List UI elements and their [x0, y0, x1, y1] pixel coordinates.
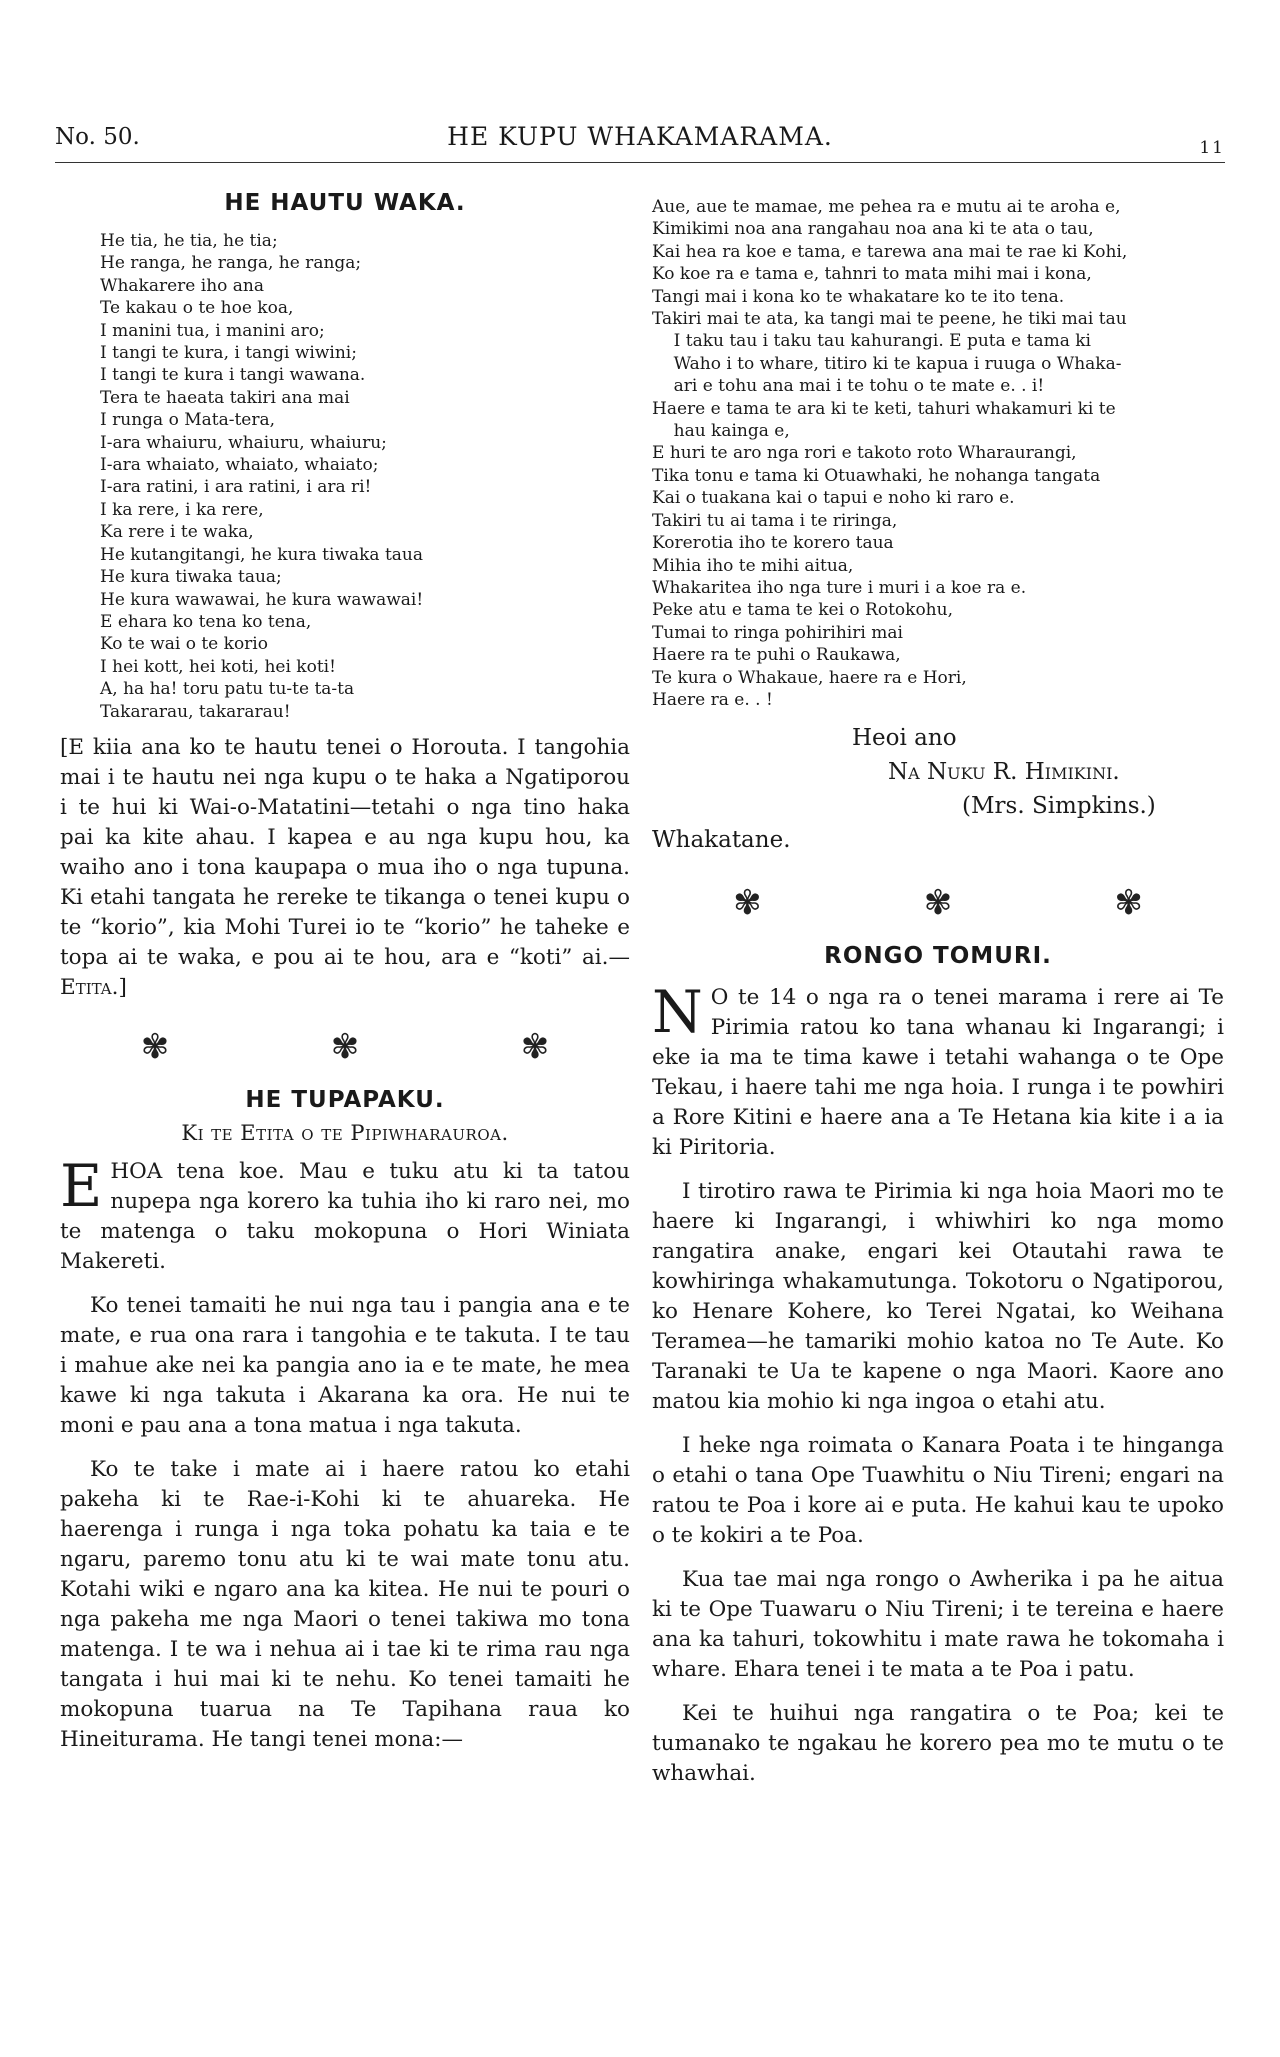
- lament-line: ari e tohu ana mai i te tohu o te mate e. . i!: [652, 376, 1045, 397]
- poem-line: Whakarere iho ana: [100, 275, 265, 296]
- ornament-icon: ✾: [140, 1026, 170, 1067]
- lament-line: Mihia iho te mihi aitua,: [652, 555, 854, 576]
- issue-number: No. 50.: [55, 124, 140, 150]
- poem-line: I runga o Mata-tera,: [100, 410, 276, 431]
- poem-line: Te kakau o te hoe koa,: [100, 298, 294, 319]
- article-title-tupapaku: HE TUPAPAKU.: [245, 1086, 445, 1113]
- editor-note: [60, 733, 630, 1003]
- paragraph: Kua tae mai nga rongo o Awherika i pa he aitua ki te Ope Tuawaru o Niu Tireni; i te tereina e haere ana ka tahuri, tokowhitu i mate rawa he tokomaha i whare. Ehara tenei i te mata a te Poa i patu.: [652, 1567, 1224, 1683]
- paragraph: I tirotiro rawa te Pirimia ki nga hoia Maori mo te haere ki Ingarangi, i whiwhiri ko nga momo rangatira anake, engari kei Otautahi rawa te kowhiringa whakamutunga. Tokotoru o Ngatiporou, ko Henare Kohere, ko Terei Ngatai, ko Weihana Teramea—he tamariki mohio katoa no Te Aute. Ko Taranaki te Ua te kapene o nga Maori. Kaore ano matou kia mohio ki nga ingoa o etahi atu.: [652, 1179, 1224, 1415]
- lament-line: Kai hea ra koe e tama, e tarewa ana mai te rae ki Kohi,: [652, 241, 1128, 262]
- place: Whakatane.: [652, 827, 791, 854]
- poem-line: A, ha ha! toru patu tu-te ta-ta: [100, 679, 355, 700]
- lament-line: Haere ra e. . !: [652, 689, 773, 710]
- lament-line: Waho i to whare, titiro ki te kapua i ruuga o Whaka-: [652, 353, 1122, 374]
- ornament-icon: ✾: [733, 883, 762, 924]
- poem-line: E ehara ko tena ko tena,: [100, 611, 312, 632]
- lament-line: Whakaritea iho nga ture i muri i a koe ra e.: [652, 577, 1027, 598]
- article-title-hautu-waka: HE HAUTU WAKA.: [224, 190, 466, 216]
- poem-line: He kura wawawai, he kura wawawai!: [100, 589, 424, 610]
- chant-poem: [100, 230, 630, 723]
- poem-line: He kura tiwaka taua;: [100, 567, 282, 588]
- poem-line: He kutangitangi, he kura tiwaka taua: [100, 544, 423, 565]
- lament-line: Korerotia iho te korero taua: [652, 533, 894, 554]
- editor-note-text: [E kiia ana ko te hautu tenei o Horouta. I tangohia mai i te hautu nei nga kupu o te haka a Ngatiporou i te hui ki Wai-o-Matatini—tetahi o nga tino haka pai ka kite ahau. I kapea e au nga kupu hou, ka waiho ano i tona kaupapa o mua iho o nga tupuna. Ki etahi tangata he rereke te tikanga o tenei kupu o te “korio”, kia Mohi Turei io te “korio” he taheke e topa ai te waka, e pou ai te hou, ara e “koti” ai.—: [60, 734, 630, 970]
- poem-line: I-ara whaiuru, whaiuru, whaiuru;: [100, 432, 387, 453]
- poem-line: I-ara whaiato, whaiato, whaiato;: [100, 455, 379, 476]
- lament-line: Kai o tuakana kai o tapui e noho ki raro e.: [652, 488, 1015, 509]
- lament-line: Peke atu e tama te kei o Rotokohu,: [652, 600, 953, 621]
- ornament-icon: ✾: [520, 1026, 550, 1067]
- editor-note-signature: Etita: [60, 974, 112, 1000]
- paragraph: Kei te huihui nga rangatira o te Poa; kei te tumanako te ngakau he korero pea mo te mutu o te whawhai.: [652, 1701, 1224, 1787]
- lament-line: Tumai to ringa pohirihiri mai: [652, 622, 903, 643]
- poem-line: Ka rere i te waka,: [100, 522, 254, 543]
- lament-line: hau kainga e,: [652, 421, 790, 442]
- rongo-tomuri-body: [652, 978, 1224, 1789]
- lament-line: I taku tau i taku tau kahurangi. E puta e tama ki: [652, 331, 1091, 352]
- right-column: [652, 196, 1224, 1803]
- poem-line: I manini tua, i manini aro;: [100, 320, 325, 341]
- lament-line: Haere ra te puhi o Raukawa,: [652, 645, 901, 666]
- lament-line: Kimikimi noa ana rangahau noa ana ki te ata o tau,: [652, 219, 1094, 240]
- lament-line: Tangi mai i kona ko te whakatare ko te ito tena.: [652, 286, 1065, 307]
- poem-line: I ka rere, i ka rere,: [100, 499, 264, 520]
- lament-line: Takiri tu ai tama i te riringa,: [652, 510, 898, 531]
- poem-line: I tangi te kura i tangi wawana.: [100, 365, 366, 386]
- lament-line: Haere e tama te ara ki te keti, tahuri whakamuri ki te: [652, 398, 1116, 419]
- ornament-divider: [652, 873, 1224, 933]
- paragraph: Ko tenei tamaiti he nui nga tau i pangia ana e te mate, e rua ona rara i tangohia e te takuta. I te tau i mahue ake nei ka pangia ano ia e te mate, he mea kawe ki nga takuta i Akarana ka ora. He nui te moni e pau ana a tona matua i nga takuta.: [60, 1292, 630, 1438]
- drop-cap: N: [652, 978, 703, 1047]
- publication-title: HE KUPU WHAKAMARAMA.: [447, 122, 833, 151]
- lament-line: Takiri mai te ata, ka tangi mai te peene, he tiki mai tau: [652, 309, 1127, 330]
- signature-name: Na Nuku R. Himikini.: [888, 759, 1120, 786]
- poem-line: I-ara ratini, i ara ratini, i ara ri!: [100, 477, 372, 498]
- left-column: [60, 190, 630, 1769]
- paragraph: I heke nga roimata o Kanara Poata i te hinganga o etahi o tana Ope Tuawhitu o Niu Tireni; engari na ratou te Poa i kore ai e puta. He kahui kau te upoko o te kokiri a te Poa.: [652, 1433, 1224, 1549]
- lament-poem: [652, 196, 1224, 711]
- poem-line: Tera te haeata takiri ana mai: [100, 387, 350, 408]
- lament-line: Tika tonu e tama ki Otuawhaki, he nohanga tangata: [652, 465, 1101, 486]
- paragraph: Ko te take i mate ai i haere ratou ko etahi pakeha ki te Rae-i-Kohi ki te ahuareka. He haerenga i runga i nga toka pohatu ka taia e te ngaru, paremo tonu atu ki te wai mate tonu atu. Kotahi wiki e ngaro ana ka kitea. He nui te pouri o nga pakeha me nga Maori o tenei takiwa mo tona matenga. I te wa i nehua ai i tae ki te rima rau nga tangata i hui mai ki te nehu. Ko tenei tamaiti he mokopuna tuarua na Te Tapihana raua ko Hineiturama. He tangi tenei mona:—: [60, 1456, 630, 1752]
- letter-salutation: Ki te Etita o te Pipiwharauroa.: [181, 1120, 509, 1145]
- poem-line: He tia, he tia, he tia;: [100, 231, 278, 251]
- lament-line: Aue, aue te mamae, me pehea ra e mutu ai te aroha e,: [652, 197, 1121, 217]
- lament-line: E huri te aro nga rori e takoto roto Wharaurangi,: [652, 443, 1077, 464]
- ornament-icon: ✾: [330, 1026, 360, 1067]
- poem-line: I hei kott, hei koti, hei koti!: [100, 656, 336, 677]
- signature-alt: (Mrs. Simpkins.): [962, 793, 1156, 820]
- poem-line: Takararau, takararau!: [100, 701, 291, 722]
- poem-line: I tangi te kura, i tangi wiwini;: [100, 343, 357, 364]
- page-number: 11: [1199, 138, 1225, 158]
- ornament-icon: ✾: [1114, 883, 1143, 924]
- ornament-icon: ✾: [923, 883, 953, 924]
- running-header: [55, 118, 1225, 163]
- paragraph: O te 14 o nga ra o tenei marama i rere ai Te Pirimia ratou ko tana whanau ki Ingarangi; i eke ia ma te tima kawe i tetahi wahanga o te Ope Tekau, i haere tahi me nga hoia. I runga i te powhiri a Rore Kitini e haere ana a Te Hetana kia kite i a ia ki Piritoria.: [652, 985, 1224, 1161]
- ornament-divider: [60, 1017, 630, 1077]
- article-title-rongo-tomuri: RONGO TOMURI.: [824, 943, 1052, 970]
- tupapaku-body: [60, 1151, 630, 1755]
- lament-line: Ko koe ra e tama e, tahnri to mata mihi mai i kona,: [652, 264, 1092, 285]
- poem-line: Ko te wai o te korio: [100, 634, 268, 655]
- signature-block: [652, 721, 1224, 857]
- drop-cap: E: [60, 1151, 103, 1220]
- closing: Heoi ano: [852, 725, 957, 752]
- editor-note-end: .]: [111, 974, 127, 1000]
- poem-line: He ranga, he ranga, he ranga;: [100, 253, 362, 274]
- paragraph: HOA tena koe. Mau e tuku atu ki ta tatou nupepa nga korero ka tuhia iho ki raro nei, mo te matenga o taku mokopuna o Hori Winiata Makereti.: [60, 1158, 630, 1274]
- lament-line: Te kura o Whakaue, haere ra e Hori,: [652, 667, 967, 688]
